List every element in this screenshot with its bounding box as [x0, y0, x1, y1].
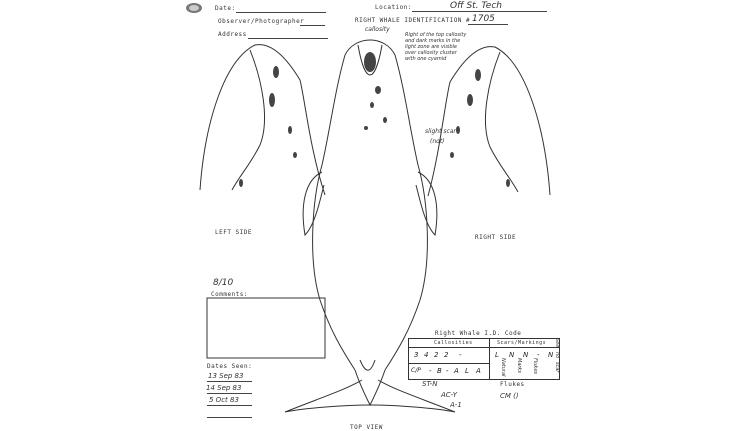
- vertical-note: Flukes: [532, 358, 538, 375]
- callosity-mark: [450, 152, 454, 158]
- table-divider: [409, 363, 489, 364]
- callosity-mark: [456, 126, 460, 134]
- observer-label: Observer/Photographer: [218, 18, 305, 25]
- top-view-body-left: [313, 55, 355, 370]
- code-cell: 2: [434, 351, 439, 359]
- logo-stamp: [185, 2, 203, 14]
- callosity-mark: [475, 69, 481, 81]
- date-entry: 5 Oct 83: [209, 396, 239, 404]
- location-value: Off St. Tech: [450, 1, 502, 11]
- left-side-mouth-line: [232, 50, 265, 190]
- side-note: See: [554, 338, 560, 348]
- flukes-label: Flukes: [500, 381, 525, 388]
- location-field-line: [412, 11, 547, 12]
- head-note-line: with one cyamid: [405, 56, 447, 62]
- tail-stock: [355, 370, 385, 405]
- head-note-line: Right of the top callosity: [405, 32, 467, 38]
- right-side-label: RIGHT SIDE: [475, 234, 517, 241]
- flukes-value: CM (): [500, 392, 519, 400]
- callosity-mark: [293, 152, 297, 158]
- head-note-line: light zone are visible: [405, 44, 457, 50]
- fluke-notch: [360, 360, 375, 370]
- code-cell: -: [459, 351, 462, 359]
- whale-logo-icon: [185, 2, 203, 14]
- location-label: Location:: [375, 4, 413, 11]
- dates-seen-line: [207, 417, 252, 418]
- date-field-line: [236, 12, 326, 13]
- right-flipper: [416, 172, 437, 235]
- comments-label: Comments:: [211, 291, 249, 298]
- dates-seen-label: Dates Seen:: [207, 363, 253, 370]
- vertical-note: Marks: [516, 358, 522, 373]
- head-note: [405, 32, 466, 62]
- callosity-mark: [370, 102, 374, 108]
- code-cell: A: [454, 367, 459, 375]
- callosity-mark: [375, 86, 381, 94]
- date-entry: 13 Sep 83: [208, 372, 244, 380]
- address-label: Address: [218, 31, 247, 38]
- identification-value: 1705: [472, 14, 495, 24]
- code-cell: A: [476, 367, 481, 375]
- address-field-line: [248, 38, 328, 39]
- vertical-note: Natural: [500, 358, 506, 377]
- identification-field-line: [468, 24, 508, 25]
- eye-mark: [506, 179, 510, 187]
- code-cell: -: [537, 351, 540, 359]
- date-label: Date:: [215, 5, 236, 12]
- top-view-label: TOP VIEW: [350, 424, 383, 431]
- dates-seen-line: [207, 393, 252, 394]
- right-side-head-outline: [428, 47, 550, 196]
- code-cell: 4: [424, 351, 429, 359]
- top-view-body-right: [385, 55, 427, 370]
- eye-mark: [239, 179, 243, 187]
- code-cell: 2: [444, 351, 449, 359]
- code-row2-prefix: C/P: [411, 367, 421, 374]
- code-cell: B: [437, 367, 442, 375]
- scar-note: slight scar: [425, 128, 456, 135]
- code-cell: -: [429, 367, 432, 375]
- top-view-rostrum: [358, 45, 382, 75]
- top-head-note: callosity: [365, 26, 390, 33]
- head-note-line: over callosity cluster: [405, 50, 457, 56]
- code-cell: 3: [414, 351, 419, 359]
- left-side-label: LEFT SIDE: [215, 229, 253, 236]
- callosities-header: Callosities: [434, 340, 473, 346]
- side-note: scar: [554, 362, 560, 373]
- code-cell: N: [523, 351, 529, 359]
- left-flipper: [303, 172, 324, 235]
- dates-seen-line: [207, 381, 252, 382]
- callosity-mark: [273, 66, 279, 78]
- fluke-left: [285, 380, 370, 412]
- scar-note-2: (not): [430, 138, 445, 145]
- code-cell: N: [509, 351, 515, 359]
- table-divider-vertical: [489, 339, 490, 379]
- code-cell: L: [495, 351, 499, 359]
- code-extra-3: A-1: [450, 401, 462, 409]
- callosity-mark: [364, 126, 368, 130]
- top-view-head-top: [345, 40, 395, 55]
- code-extra: ST-N: [422, 380, 438, 388]
- comments-box: [207, 298, 325, 358]
- scars-header: Scars/Markings: [497, 340, 547, 346]
- callosity-mark: [288, 126, 292, 134]
- side-note: no: [554, 352, 560, 359]
- side-notes: [554, 338, 570, 378]
- code-cell: N: [548, 351, 554, 359]
- callosity-mark: [383, 117, 387, 123]
- number-note: 8/10: [213, 278, 234, 288]
- callosity-mark: [467, 94, 473, 106]
- callosity-mark: [364, 52, 376, 72]
- code-extra-2: AC-Y: [441, 391, 457, 399]
- code-cell: -: [446, 367, 449, 375]
- id-code-title: Right Whale I.D. Code: [435, 330, 522, 337]
- date-entry: 14 Sep 83: [206, 384, 242, 392]
- dates-seen-line: [207, 405, 252, 406]
- right-side-mouth-line: [485, 52, 518, 192]
- code-cell: L: [465, 367, 469, 375]
- callosity-mark: [269, 93, 275, 107]
- table-divider: [409, 347, 559, 348]
- head-note-line: and dark marks in the: [405, 38, 461, 44]
- left-side-head-outline: [200, 45, 325, 195]
- observer-field-line: [300, 25, 325, 26]
- identification-label: RIGHT WHALE IDENTIFICATION #: [355, 17, 471, 24]
